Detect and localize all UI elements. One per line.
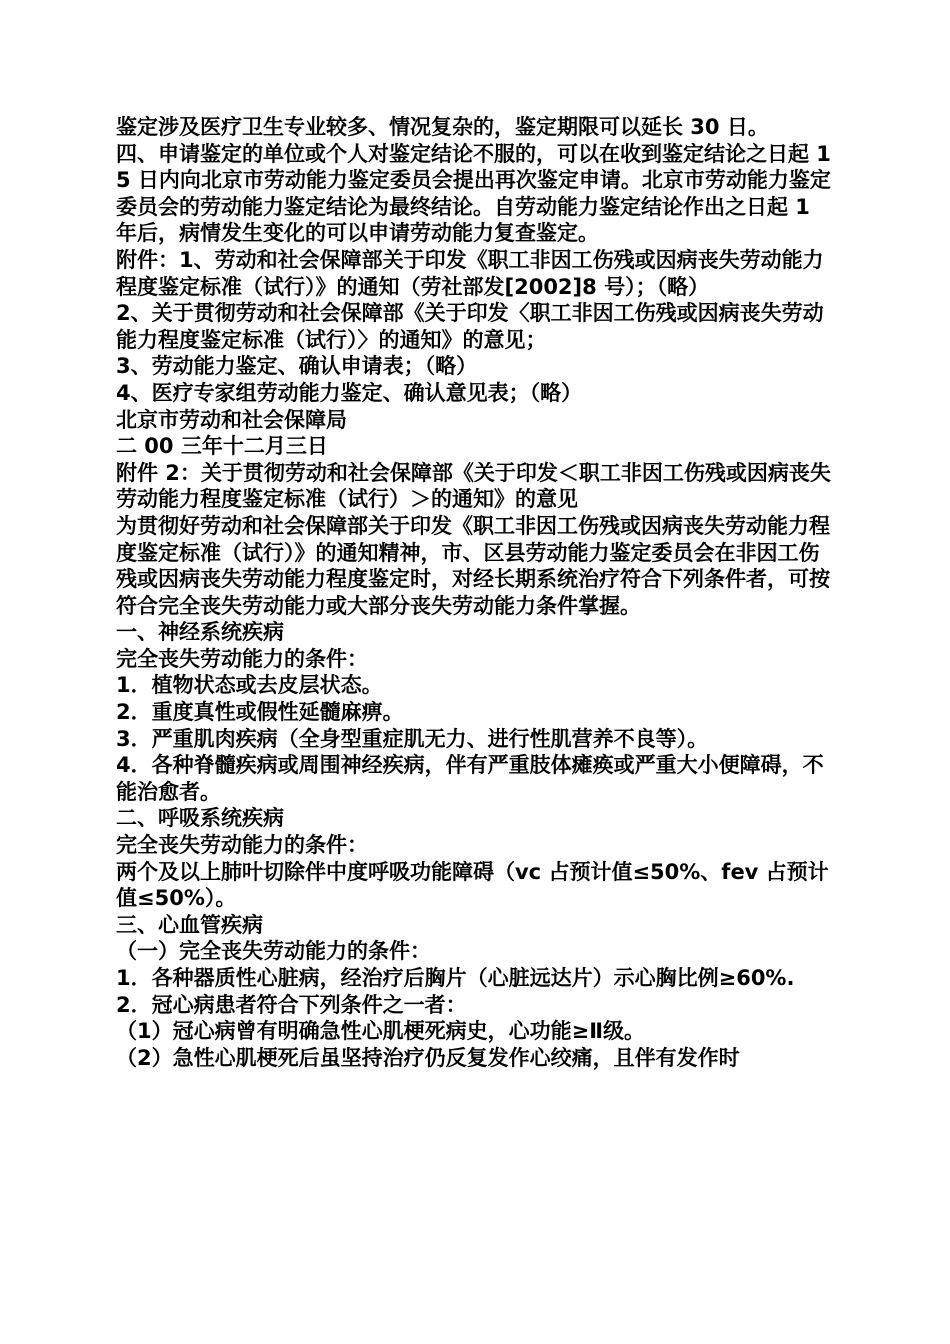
paragraph: 附件：1、劳动和社会保障部关于印发《职工非因工伤残或因病丧失劳动能力程度鉴定标准（试行）》的通知（劳社部发[2002]8 号）；（略）	[116, 247, 824, 299]
paragraph: 完全丧失劳动能力的条件：	[116, 646, 368, 671]
paragraph: 为贯彻好劳动和社会保障部关于印发《职工非因工伤残或因病丧失劳动能力程度鉴定标准（试行）》的通知精神，市、区县劳动能力鉴定委员会在非因工伤残或因病丧失劳动能力程度鉴定时，对经长期系统治疗符合下列条件者，可按符合完全丧失劳动能力或大部分丧失劳动能力条件掌握。	[116, 513, 830, 618]
list-item: 3．严重肌肉疾病（全身型重症肌无力、进行性肌营养不良等）。	[116, 726, 709, 751]
list-item: 1．植物状态或去皮层状态。	[116, 673, 383, 698]
paragraph: 3、劳动能力鉴定、确认申请表；（略）	[116, 354, 478, 379]
list-item: 4．各种脊髓疾病或周围神经疾病，伴有严重肢体瘫痪或严重大小便障碍，不能治愈者。	[116, 753, 824, 804]
section-heading: 二、呼吸系统疾病	[116, 806, 284, 831]
section-heading: 三、心血管疾病	[116, 912, 263, 937]
paragraph: 完全丧失劳动能力的条件：	[116, 833, 368, 858]
list-item: 1．各种器质性心脏病，经治疗后胸片（心脏远达片）示心胸比例≥60%.	[116, 966, 795, 990]
paragraph: 北京市劳动和社会保障局	[116, 407, 347, 432]
list-item: 2．重度真性或假性延髓麻痹。	[116, 700, 404, 725]
paragraph: 附件 2：关于贯彻劳动和社会保障部《关于印发＜职工非因工伤残或因病丧失劳动能力程度鉴定标准（试行）＞的通知》的意见	[116, 460, 831, 512]
list-item: 2．冠心病患者符合下列条件之一者：	[116, 992, 467, 1017]
list-item: （1）冠心病曾有明确急性心肌梗死病史，心功能≥Ⅱ级。	[116, 1019, 646, 1044]
paragraph: （一）完全丧失劳动能力的条件：	[116, 939, 431, 964]
document-page	[116, 114, 838, 1071]
list-item: （2）急性心肌梗死后虽坚持治疗仍反复发作心绞痛，且伴有发作时	[116, 1045, 740, 1070]
paragraph: 四、申请鉴定的单位或个人对鉴定结论不服的，可以在收到鉴定结论之日起 15 日内向北京市劳动能力鉴定委员会提出再次鉴定申请。北京市劳动能力鉴定委员会的劳动能力鉴定结论为最终结论。自劳动能力鉴定结论作出之日起 1 年后，病情发生变化的可以申请劳动能力复查鉴定。	[116, 141, 831, 246]
paragraph: 两个及以上肺叶切除伴中度呼吸功能障碍（vc 占预计值≤50%、fev 占预计值≤50%）。	[116, 859, 829, 911]
section-heading: 一、神经系统疾病	[116, 620, 284, 645]
paragraph: 二 00 三年十二月三日	[116, 434, 328, 459]
paragraph: 鉴定涉及医疗卫生专业较多、情况复杂的，鉴定期限可以延长 30 日。	[116, 115, 769, 139]
paragraph: 4、医疗专家组劳动能力鉴定、确认意见表；（略）	[116, 380, 583, 405]
paragraph: 2、关于贯彻劳动和社会保障部《关于印发〈职工非因工伤残或因病丧失劳动能力程度鉴定标准（试行）〉的通知》的意见；	[116, 301, 824, 352]
